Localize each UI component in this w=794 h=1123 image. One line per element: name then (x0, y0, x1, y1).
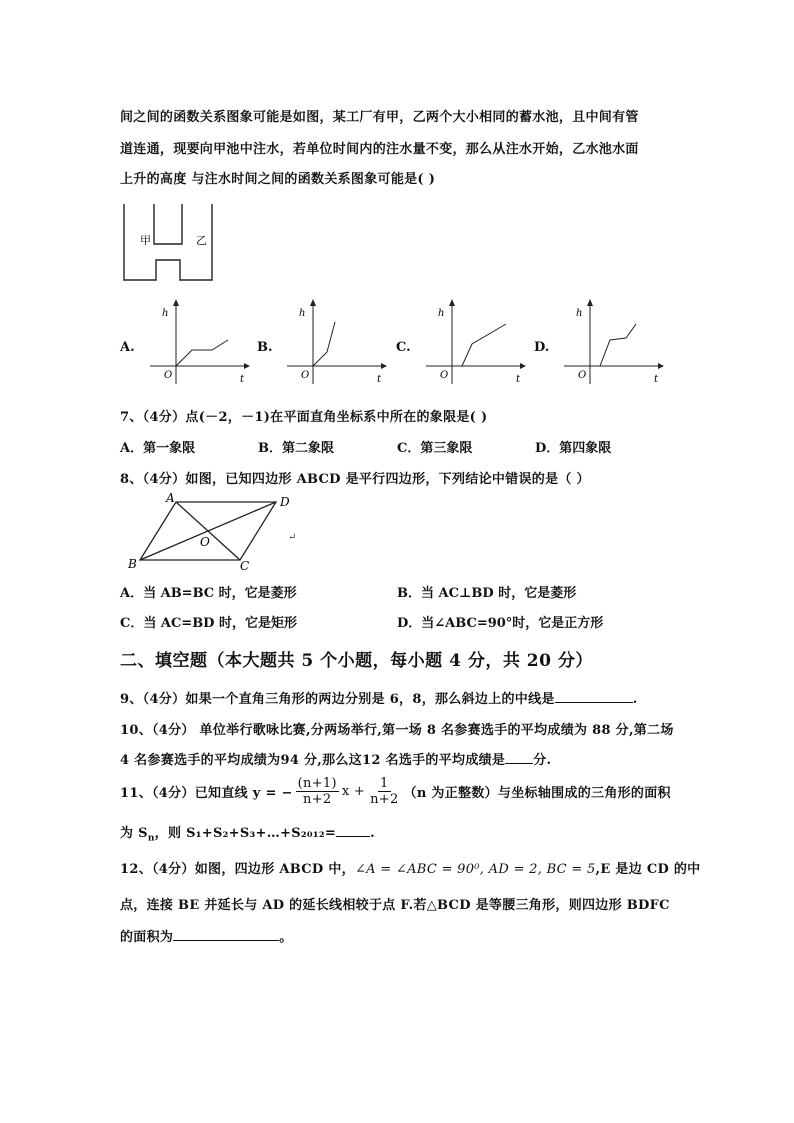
origin-label: O (164, 370, 173, 381)
origin-label: O (301, 370, 310, 381)
q6-option-d-graph[interactable] (554, 298, 664, 388)
q6-line-3: 上升的高度 与注水时间之间的函数关系图象可能是( ) (120, 172, 436, 187)
q7-option-d[interactable]: D．第四象限 (535, 441, 612, 456)
q12-line3-pre: 的面积为 (120, 930, 174, 945)
q11-frac1-numerator: (n+1) (297, 776, 337, 791)
q9-tail: . (632, 692, 638, 707)
q6-option-a-graph[interactable] (140, 298, 250, 388)
tank-label-yi: 乙 (196, 234, 207, 247)
q6-option-b-graph[interactable] (277, 298, 387, 388)
axis-t-label: t (240, 374, 245, 385)
origin-label: O (440, 370, 449, 381)
q11-prefix: 11、（4分）已知直线 y = − (120, 786, 293, 801)
q11-line-1 (120, 776, 671, 807)
axis-t-label: t (516, 374, 521, 385)
section-heading: 二、填空题（本大题共 5 个小题，每小题 4 分，共 20 分） (120, 651, 593, 671)
q11-line-2 (120, 822, 375, 844)
q6-line-1: 间之间的函数关系图象可能是如图，某工厂有甲，乙两个大小相同的蓄水池，且中间有管 (120, 110, 639, 125)
q6-option-b-label[interactable]: B. (257, 340, 273, 355)
q8-option-d[interactable]: D．当∠ABC=90°时，它是正方形 (397, 616, 604, 631)
axis-h-label: h (576, 308, 583, 319)
q11-fraction-1 (296, 776, 339, 807)
q11-tail: . (370, 826, 375, 841)
q12-answer-blank[interactable] (173, 928, 279, 941)
q10-line-1: 10、（4分） 单位举行歌咏比赛,分两场举行,第一场 8 名参赛选手的平均成绩为 88 分,第二场 (120, 723, 674, 738)
axis-h-label: h (299, 308, 306, 319)
q12-line1-pre: 12、（4分）如图，四边形 ABCD 中， (120, 862, 355, 877)
q6-option-c-graph[interactable] (416, 298, 526, 388)
parallelogram-figure (120, 490, 320, 572)
point-b: B (128, 557, 137, 571)
point-c: C (240, 559, 250, 572)
q10-stem: 4 名参赛选手的平均成绩为94 分,那么这12 名选手的平均成绩是 (120, 753, 506, 768)
point-o: O (200, 535, 210, 549)
q9-line (120, 688, 638, 707)
origin-label: O (578, 370, 587, 381)
q11-fraction-2 (368, 776, 400, 807)
q6-option-c-label[interactable]: C. (396, 340, 411, 355)
q11-frac2-denominator: n+2 (370, 792, 399, 807)
q7-option-c[interactable]: C．第三象限 (397, 441, 473, 456)
q11-line2-post: ，则 S₁+S₂+S₃+…+S₂₀₁₂= (154, 826, 337, 841)
q12-line-2: 点，连接 BE 并延长与 AD 的延长线相较于点 F.若△BCD 是等腰三角形，则四边形 BDFC (120, 898, 670, 913)
axis-t-label: t (377, 374, 382, 385)
q6-option-d-label[interactable]: D. (534, 340, 550, 355)
q11-line2-sub: n (147, 833, 155, 844)
q10-tail: 分. (533, 753, 552, 768)
q8-option-c[interactable]: C．当 AC=BD 时，它是矩形 (120, 616, 297, 631)
tank-figure (118, 200, 218, 282)
q6-line-2: 道连通，现要向甲池中注水，若单位时间内的注水量不变，那么从注水开始，乙水池水面 (120, 142, 639, 157)
point-a: A (166, 491, 175, 505)
axis-h-label: h (438, 308, 445, 319)
q11-frac1-denominator: n+2 (303, 792, 332, 807)
q12-tail: 。 (279, 930, 293, 945)
q7-option-a[interactable]: A．第一象限 (120, 441, 196, 456)
q6-option-a-label[interactable]: A. (120, 340, 135, 355)
q10-answer-blank[interactable] (505, 751, 533, 764)
q7-option-b[interactable]: B．第二象限 (258, 441, 334, 456)
q12-line1-post: ,E 是边 CD 的中 (595, 862, 701, 877)
q9-answer-blank[interactable] (555, 690, 633, 703)
q11-mid: x + (341, 784, 366, 799)
q11-line2-pre: 为 S (120, 826, 148, 841)
axis-t-label: t (654, 374, 659, 385)
q7-stem: 7、（4分）点(－2，－1)在平面直角坐标系中所在的象限是( ) (120, 410, 488, 425)
axis-h-label: h (162, 308, 169, 319)
q12-math: ∠A = ∠ABC = 90⁰, AD = 2, BC = 5 (354, 862, 596, 877)
q8-option-a[interactable]: A．当 AB=BC 时，它是菱形 (120, 586, 297, 601)
q12-line-1 (120, 858, 700, 877)
q8-option-b[interactable]: B．当 AC⊥BD 时，它是菱形 (397, 586, 577, 601)
q10-line-2 (120, 749, 551, 768)
tank-label-jia: 甲 (140, 234, 151, 247)
return-mark: ↵ (288, 532, 297, 543)
q11-answer-blank[interactable] (336, 824, 370, 837)
point-d: D (280, 495, 290, 509)
q8-stem: 8、（4分）如图，已知四边形 ABCD 是平行四边形，下列结论中错误的是（ ） (120, 472, 590, 487)
q12-line-3 (120, 926, 293, 945)
q11-suffix: （n 为正整数）与坐标轴围成的三角形的面积 (403, 786, 671, 801)
q11-frac2-numerator: 1 (380, 776, 389, 791)
q9-stem: 9、（4分）如果一个直角三角形的两边分别是 6，8，那么斜边上的中线是 (120, 692, 555, 707)
